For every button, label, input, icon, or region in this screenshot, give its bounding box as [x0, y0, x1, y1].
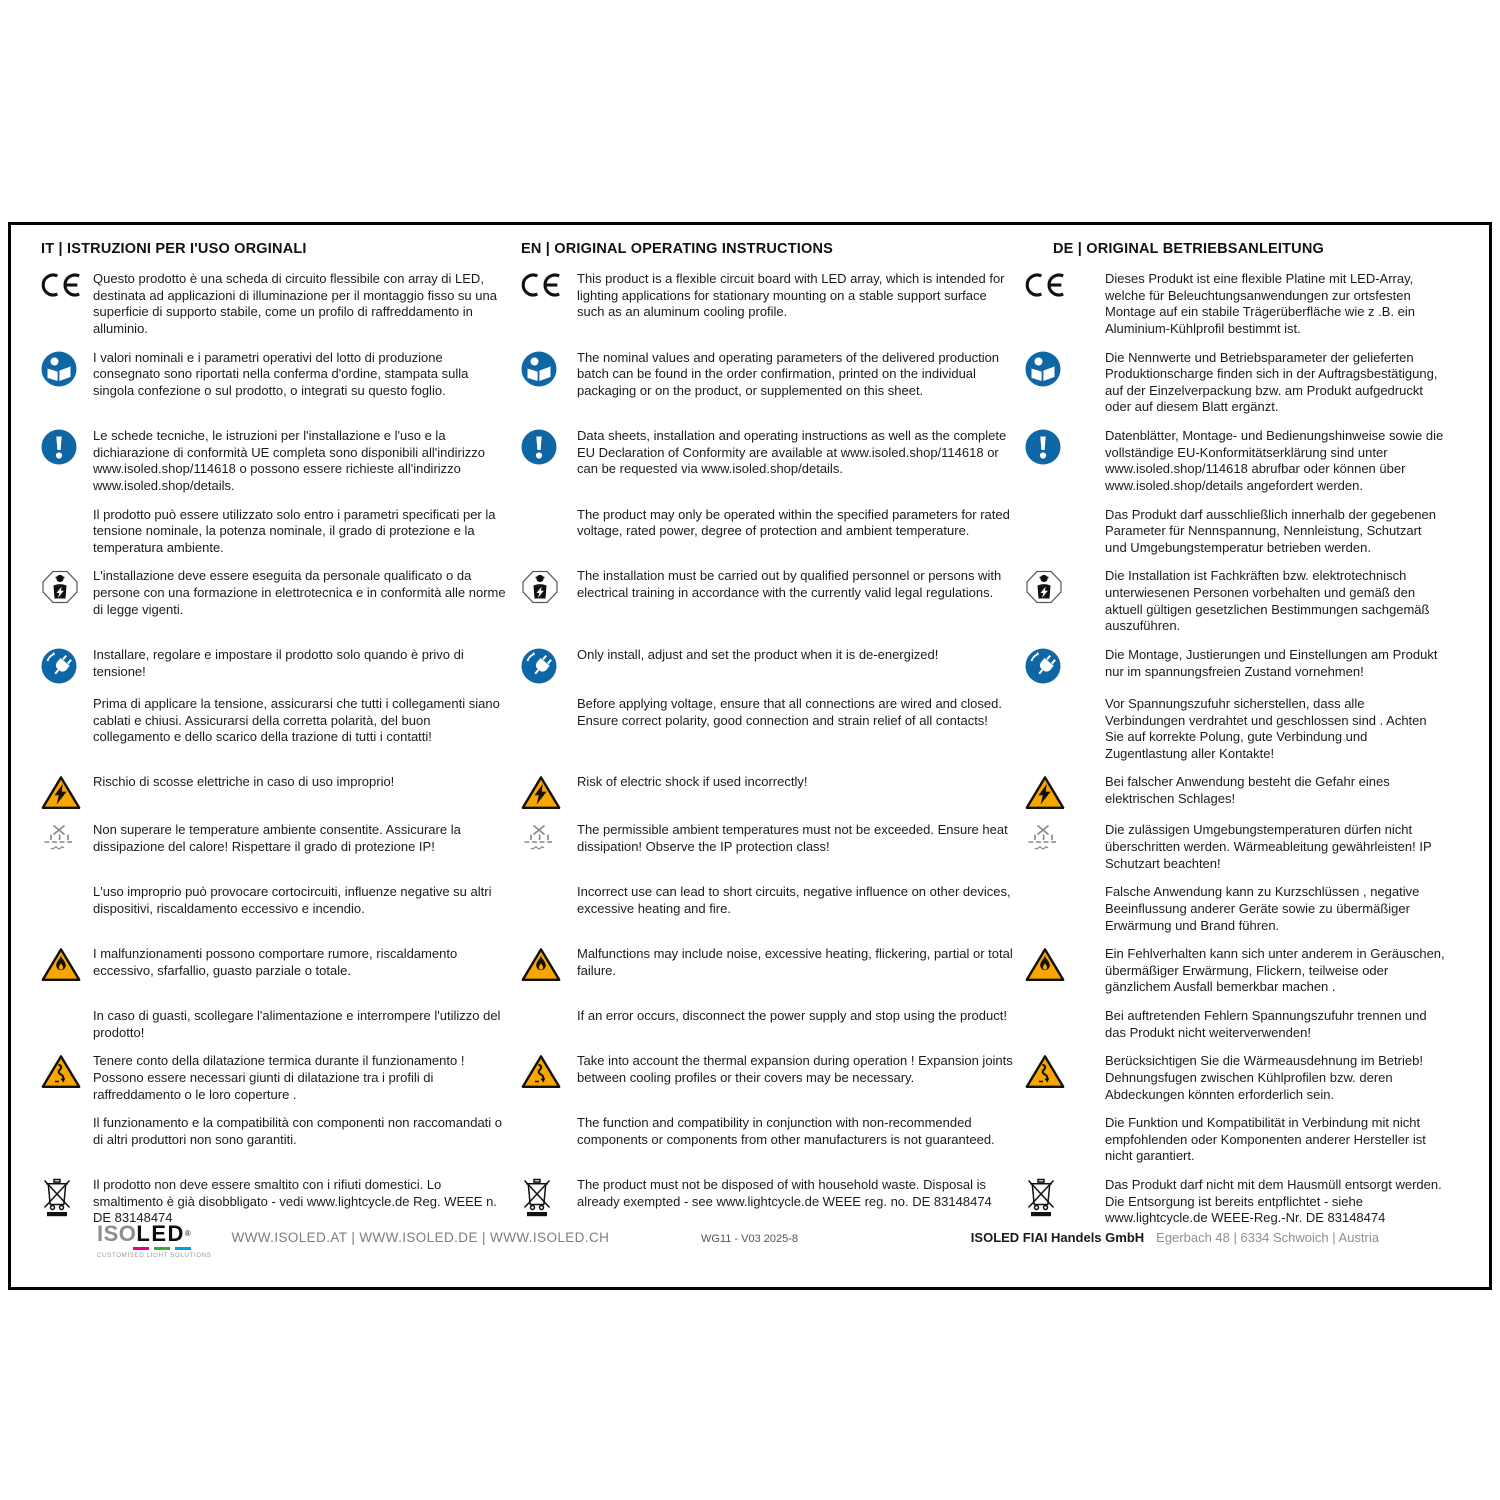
instruction-text: The nominal values and operating parameters of the delivered production batch can be found in the order confirmation, printed on the individual packaging or on the product, or supplemented on this sheet.: [577, 349, 1000, 398]
instruction-en-2: [521, 350, 1013, 417]
instruction-en-14: [521, 1115, 1013, 1165]
electrician-icon: [1025, 568, 1071, 605]
instruction-text: Ein Fehlverhalten kann sich unter anderem in Geräuschen, übermäßiger Erwärmung, Flickern, teilweise oder gänzlichem Ausfall bemerkbar machen .: [1105, 946, 1445, 995]
logo-led-text: LED: [136, 1221, 185, 1246]
icon-spacer: [521, 1115, 567, 1116]
instruction-text: Berücksichtigen Sie die Wärmeausdehnung im Betrieb! Dehnungsfugen zwischen Kühlprofilen bzw. deren Abdeckungen könnten erforderlich sein.: [1105, 1053, 1423, 1102]
instruction-text: The product may only be operated within the specified parameters for rated voltage, rated power, degree of protection and ambient temperature.: [577, 506, 1010, 539]
instruction-de-12: [1025, 1008, 1459, 1041]
instruction-en-7: [521, 696, 1013, 763]
instruction-de-3: [1025, 428, 1459, 495]
instruction-it-10: [41, 884, 509, 934]
instruction-text: Data sheets, installation and operating instructions as well as the complete EU Declaration of Conformity are available at www.isoled.shop/114618 or can be requested via www.isoled.shop/details.: [577, 428, 1007, 477]
icon-spacer: [1025, 1008, 1071, 1009]
instruction-de-9: [1025, 822, 1459, 872]
instruction-en-4: [521, 507, 1013, 557]
instruction-sheet: [8, 222, 1492, 1290]
footer-websites: WWW.ISOLED.AT | WWW.ISOLED.DE | WWW.ISOLED.CH: [231, 1230, 610, 1245]
weee-bin-icon: [41, 1177, 87, 1218]
isoled-logo: [97, 1223, 211, 1259]
warning-electric-icon: [521, 774, 567, 810]
instructions-grid: [41, 241, 1459, 1227]
temperature-limit-icon: [521, 822, 567, 855]
instruction-text: Bei auftretenden Fehlern Spannungszufuhr trennen und das Produkt nicht weiterverwenden!: [1105, 1008, 1427, 1040]
instruction-it-4: [41, 507, 509, 557]
read-manual-icon: [41, 350, 87, 387]
mandatory-exclamation-icon: [41, 428, 87, 465]
company-address: Egerbach 48 | 6334 Schwoich | Austria: [1156, 1230, 1379, 1245]
instruction-en-5: [521, 568, 1013, 635]
instruction-it-9: [41, 822, 509, 872]
instruction-text: Before applying voltage, ensure that all connections are wired and closed. Ensure correct polarity, good connection and strain relief of all contacts!: [577, 695, 1002, 728]
instruction-text: Installare, regolare e impostare il prodotto solo quando è privo di tensione!: [93, 646, 464, 679]
instruction-text: Die Montage, Justierungen und Einstellungen am Produkt nur im spannungsfreien Zustand vornehmen!: [1105, 646, 1438, 679]
mandatory-exclamation-icon: [521, 428, 567, 465]
icon-spacer: [41, 696, 87, 697]
instruction-it-14: [41, 1115, 509, 1165]
instruction-text: Il prodotto può essere utilizzato solo entro i parametri specificati per la tensione nominale, la potenza nominale, il grado di protezione e la temperatura ambiente.: [93, 506, 496, 555]
logo-bar-cyan: [175, 1247, 191, 1250]
instruction-text: Dieses Produkt ist eine flexible Platine mit LED-Array, welche für Beleuchtungsanwendungen zur ortsfesten Montage auf ein stabile Trägerüberfläche wie z .B. ein Aluminium-Kühlprofil bestimmt ist.: [1105, 271, 1416, 336]
instruction-text: Die zulässigen Umgebungstemperaturen dürfen nicht überschritten werden. Wärmeableitung gewährleisten! IP Schutzart beachten!: [1105, 822, 1432, 871]
logo-bar-green: [154, 1247, 170, 1250]
instruction-text: Bei falscher Anwendung besteht die Gefahr eines elektrischen Schlages!: [1105, 774, 1390, 806]
read-manual-icon: [1025, 350, 1071, 387]
instruction-de-5: [1025, 568, 1459, 635]
instruction-it-12: [41, 1008, 509, 1041]
instruction-it-8: [41, 774, 509, 810]
icon-spacer: [1025, 884, 1071, 885]
icon-spacer: [1025, 1115, 1071, 1116]
instruction-text: The permissible ambient temperatures must not be exceeded. Ensure heat dissipation! Observe the IP protection class!: [577, 822, 1008, 854]
instruction-de-1: [1025, 271, 1459, 338]
instruction-text: Rischio di scosse elettriche in caso di uso improprio!: [93, 774, 395, 790]
icon-spacer: [521, 696, 567, 697]
instruction-text: Tenere conto della dilatazione termica durante il funzionamento ! Possono essere necessari giunti di dilatazione tra i profili di raffreddamento o le loro coperture .: [93, 1053, 465, 1102]
instruction-text: Only install, adjust and set the product when it is de-energized!: [577, 646, 939, 662]
document-code: WG11 - V03 2025-8: [701, 1233, 799, 1245]
ce-mark-icon: [41, 271, 87, 298]
instruction-it-5: [41, 568, 509, 635]
unplug-icon: [521, 647, 567, 684]
instruction-it-1: [41, 271, 509, 338]
icon-spacer: [41, 884, 87, 885]
icon-spacer: [521, 507, 567, 508]
weee-bin-icon: [1025, 1177, 1071, 1218]
icon-spacer: [521, 1008, 567, 1009]
unplug-icon: [41, 647, 87, 684]
instruction-de-2: [1025, 350, 1459, 417]
icon-spacer: [1025, 507, 1071, 508]
company-info: [971, 1230, 1379, 1245]
instruction-it-6: [41, 647, 509, 684]
electrician-icon: [521, 568, 567, 605]
instruction-en-13: [521, 1053, 1013, 1103]
instruction-text: Risk of electric shock if used incorrectly!: [577, 774, 808, 790]
instruction-text: Die Nennwerte und Betriebsparameter der gelieferten Produktionscharge finden sich in der Auftragsbestätigung, auf der Einzelverpackung bzw. am Produkt aufgedruckt oder auf diesem Blatt ergänzt.: [1105, 349, 1438, 415]
instruction-de-15: [1025, 1177, 1459, 1227]
isoled-logo-wordmark: [97, 1223, 211, 1245]
instruction-de-4: [1025, 507, 1459, 557]
instruction-text: Il funzionamento e la compatibilità con componenti non raccomandati o di altri produttori non sono garantiti.: [93, 1115, 503, 1147]
instruction-de-8: [1025, 774, 1459, 810]
company-name: ISOLED FIAI Handels GmbH: [970, 1230, 1145, 1245]
instruction-it-3: [41, 428, 509, 495]
warning-expansion-icon: [1025, 1053, 1071, 1089]
read-manual-icon: [521, 350, 567, 387]
logo-subtitle: CUSTOMISED LIGHT SOLUTIONS: [97, 1252, 212, 1259]
instruction-en-15: [521, 1177, 1013, 1227]
instruction-de-11: [1025, 946, 1459, 996]
instruction-text: Questo prodotto è una scheda di circuito flessibile con array di LED, destinata ad applicazioni di illuminazione per il montaggio fisso su una superficie di supporto stabile, come un profilo di raffreddamento in alluminio.: [93, 271, 497, 336]
instruction-text: Take into account the thermal expansion during operation ! Expansion joints between cooling profiles or their covers may be necessary.: [577, 1053, 1013, 1085]
icon-spacer: [521, 884, 567, 885]
mandatory-exclamation-icon: [1025, 428, 1071, 465]
logo-bar-pink: [133, 1247, 149, 1250]
instruction-it-2: [41, 350, 509, 417]
instruction-text: The installation must be carried out by qualified personnel or persons with electrical training in accordance with the currently valid legal regulations.: [577, 568, 1002, 600]
column-header-de: DE | ORIGINAL BETRIEBSANLEITUNG: [1053, 241, 1325, 257]
warning-fire-icon: [1025, 946, 1071, 982]
warning-expansion-icon: [41, 1053, 87, 1089]
sheet-footer: [41, 1223, 1455, 1277]
instruction-text: The product must not be disposed of with household waste. Disposal is already exempted - see www.lightcycle.de WEEE reg. no. DE 83148474: [577, 1177, 992, 1209]
registered-trademark-icon: ®: [184, 1229, 191, 1238]
warning-electric-icon: [41, 774, 87, 810]
warning-fire-icon: [41, 946, 87, 982]
instruction-it-7: [41, 696, 509, 763]
instruction-text: Il prodotto non deve essere smaltito con i rifiuti domestici. Lo smaltimento è già disobbligato - vedi www.lightcycle.de Reg. WEEE n. DE 83148474: [93, 1177, 497, 1226]
warning-electric-icon: [1025, 774, 1071, 810]
instruction-text: If an error occurs, disconnect the power supply and stop using the product!: [577, 1008, 1007, 1023]
instruction-it-11: [41, 946, 509, 996]
instruction-text: Vor Spannungszufuhr sicherstellen, dass alle Verbindungen verdrahtet und geschlossen sind . Achten Sie auf korrekte Polung, gute Verbindung und Zugentlastung aller Kontakte!: [1105, 695, 1427, 761]
weee-bin-icon: [521, 1177, 567, 1218]
icon-spacer: [41, 507, 87, 508]
instruction-de-13: [1025, 1053, 1459, 1103]
instruction-en-9: [521, 822, 1013, 872]
instruction-text: I malfunzionamenti possono comportare rumore, riscaldamento eccessivo, sfarfallio, guasto parziale o totale.: [93, 946, 458, 978]
logo-iso-text: ISO: [97, 1221, 137, 1246]
instruction-text: Die Installation ist Fachkräften bzw. elektrotechnisch unterwiesenen Personen vorbehalten und gemäß den aktuell gültigen gesetzlichen Bestimmungen sachgemäß auszuführen.: [1105, 568, 1430, 634]
instruction-de-7: [1025, 696, 1459, 763]
instruction-text: Incorrect use can lead to short circuits, negative influence on other devices, excessive heating and fire.: [577, 884, 1011, 916]
instruction-text: The function and compatibility in conjunction with non-recommended components or components from other manufacturers is not guaranteed.: [577, 1115, 995, 1147]
ce-mark-icon: [521, 271, 567, 298]
logo-color-bars: [133, 1247, 211, 1250]
ce-mark-icon: [1025, 271, 1071, 298]
instruction-text: Das Produkt darf ausschließlich innerhalb der gegebenen Parameter für Nennspannung, Nennleistung, Schutzart und Umgebungstemperatur betrieben werden.: [1105, 506, 1436, 555]
instruction-text: In caso di guasti, scollegare l'alimentazione e interrompere l'utilizzo del prodotto!: [93, 1008, 501, 1040]
icon-spacer: [1025, 696, 1071, 697]
instruction-en-11: [521, 946, 1013, 996]
instruction-en-3: [521, 428, 1013, 495]
temperature-limit-icon: [41, 822, 87, 855]
instruction-en-6: [521, 647, 1013, 684]
instruction-text: Falsche Anwendung kann zu Kurzschlüssen , negative Beeinflussung anderer Geräte sowie zu übermäßiger Erwärmung und Brand führen.: [1105, 884, 1420, 933]
instruction-text: Datenblätter, Montage- und Bedienungshinweise sowie die vollständige EU-Konformitätserklärung sind unter www.isoled.shop/114618 abrufbar oder können über www.isoled.shop/details angefordert werden.: [1105, 428, 1444, 493]
instruction-de-10: [1025, 884, 1459, 934]
icon-spacer: [41, 1115, 87, 1116]
instruction-text: Das Produkt darf nicht mit dem Hausmüll entsorgt werden. Die Entsorgung ist bereits entpflichtet - siehe www.lightcycle.de WEEE-Reg.-Nr. DE 83148474: [1105, 1177, 1442, 1226]
instruction-en-1: [521, 271, 1013, 338]
temperature-limit-icon: [1025, 822, 1071, 855]
instruction-text: L'uso improprio può provocare cortocircuiti, influenze negative su altri dispositivi, riscaldamento eccessivo e incendio.: [93, 884, 492, 916]
warning-expansion-icon: [521, 1053, 567, 1089]
instruction-de-14: [1025, 1115, 1459, 1165]
instruction-text: This product is a flexible circuit board with LED array, which is intended for lighting applications for stationary mounting on a stable support surface such as an aluminum cooling profile.: [577, 271, 1005, 320]
instruction-en-10: [521, 884, 1013, 934]
instruction-it-13: [41, 1053, 509, 1103]
instruction-text: Prima di applicare la tensione, assicurarsi che tutti i collegamenti siano cablati e chiusi. Assicurarsi della corretta polarità, del buon collegamento e dello scarico della trazione di tutti i contatti!: [93, 695, 500, 745]
electrician-icon: [41, 568, 87, 605]
instruction-en-12: [521, 1008, 1013, 1041]
column-header-it: IT | ISTRUZIONI PER I'USO ORGINALI: [41, 241, 307, 257]
instruction-it-15: [41, 1177, 509, 1227]
instruction-text: Die Funktion und Kompatibilität in Verbindung mit nicht empfohlenden oder Komponenten anderer Hersteller ist nicht garantiert.: [1105, 1115, 1426, 1164]
instruction-text: I valori nominali e i parametri operativi del lotto di produzione consegnato sono riportati nella conferma d'ordine, stampata sulla singola confezione o sul prodotto, o integrati su questo foglio.: [93, 349, 469, 398]
instruction-de-6: [1025, 647, 1459, 684]
instruction-text: Malfunctions may include noise, excessive heating, flickering, partial or total failure.: [577, 946, 1013, 978]
unplug-icon: [1025, 647, 1071, 684]
instruction-text: Le schede tecniche, le istruzioni per l'installazione e l'uso e la dichiarazione di conformità UE completa sono disponibili all'indirizzo www.isoled.shop/114618 o possono essere richieste all'indirizzo www.isoled.shop/details.: [93, 428, 485, 493]
instruction-text: Non superare le temperature ambiente consentite. Assicurare la dissipazione del calore! Rispettare il grado di protezione IP!: [93, 822, 461, 854]
warning-fire-icon: [521, 946, 567, 982]
instruction-en-8: [521, 774, 1013, 810]
instruction-text: L'installazione deve essere eseguita da personale qualificato o da persone con una formazione in elettrotecnica e in conformità alle norme di legge vigenti.: [93, 568, 506, 617]
icon-spacer: [41, 1008, 87, 1009]
column-header-en: EN | ORIGINAL OPERATING INSTRUCTIONS: [521, 241, 834, 257]
